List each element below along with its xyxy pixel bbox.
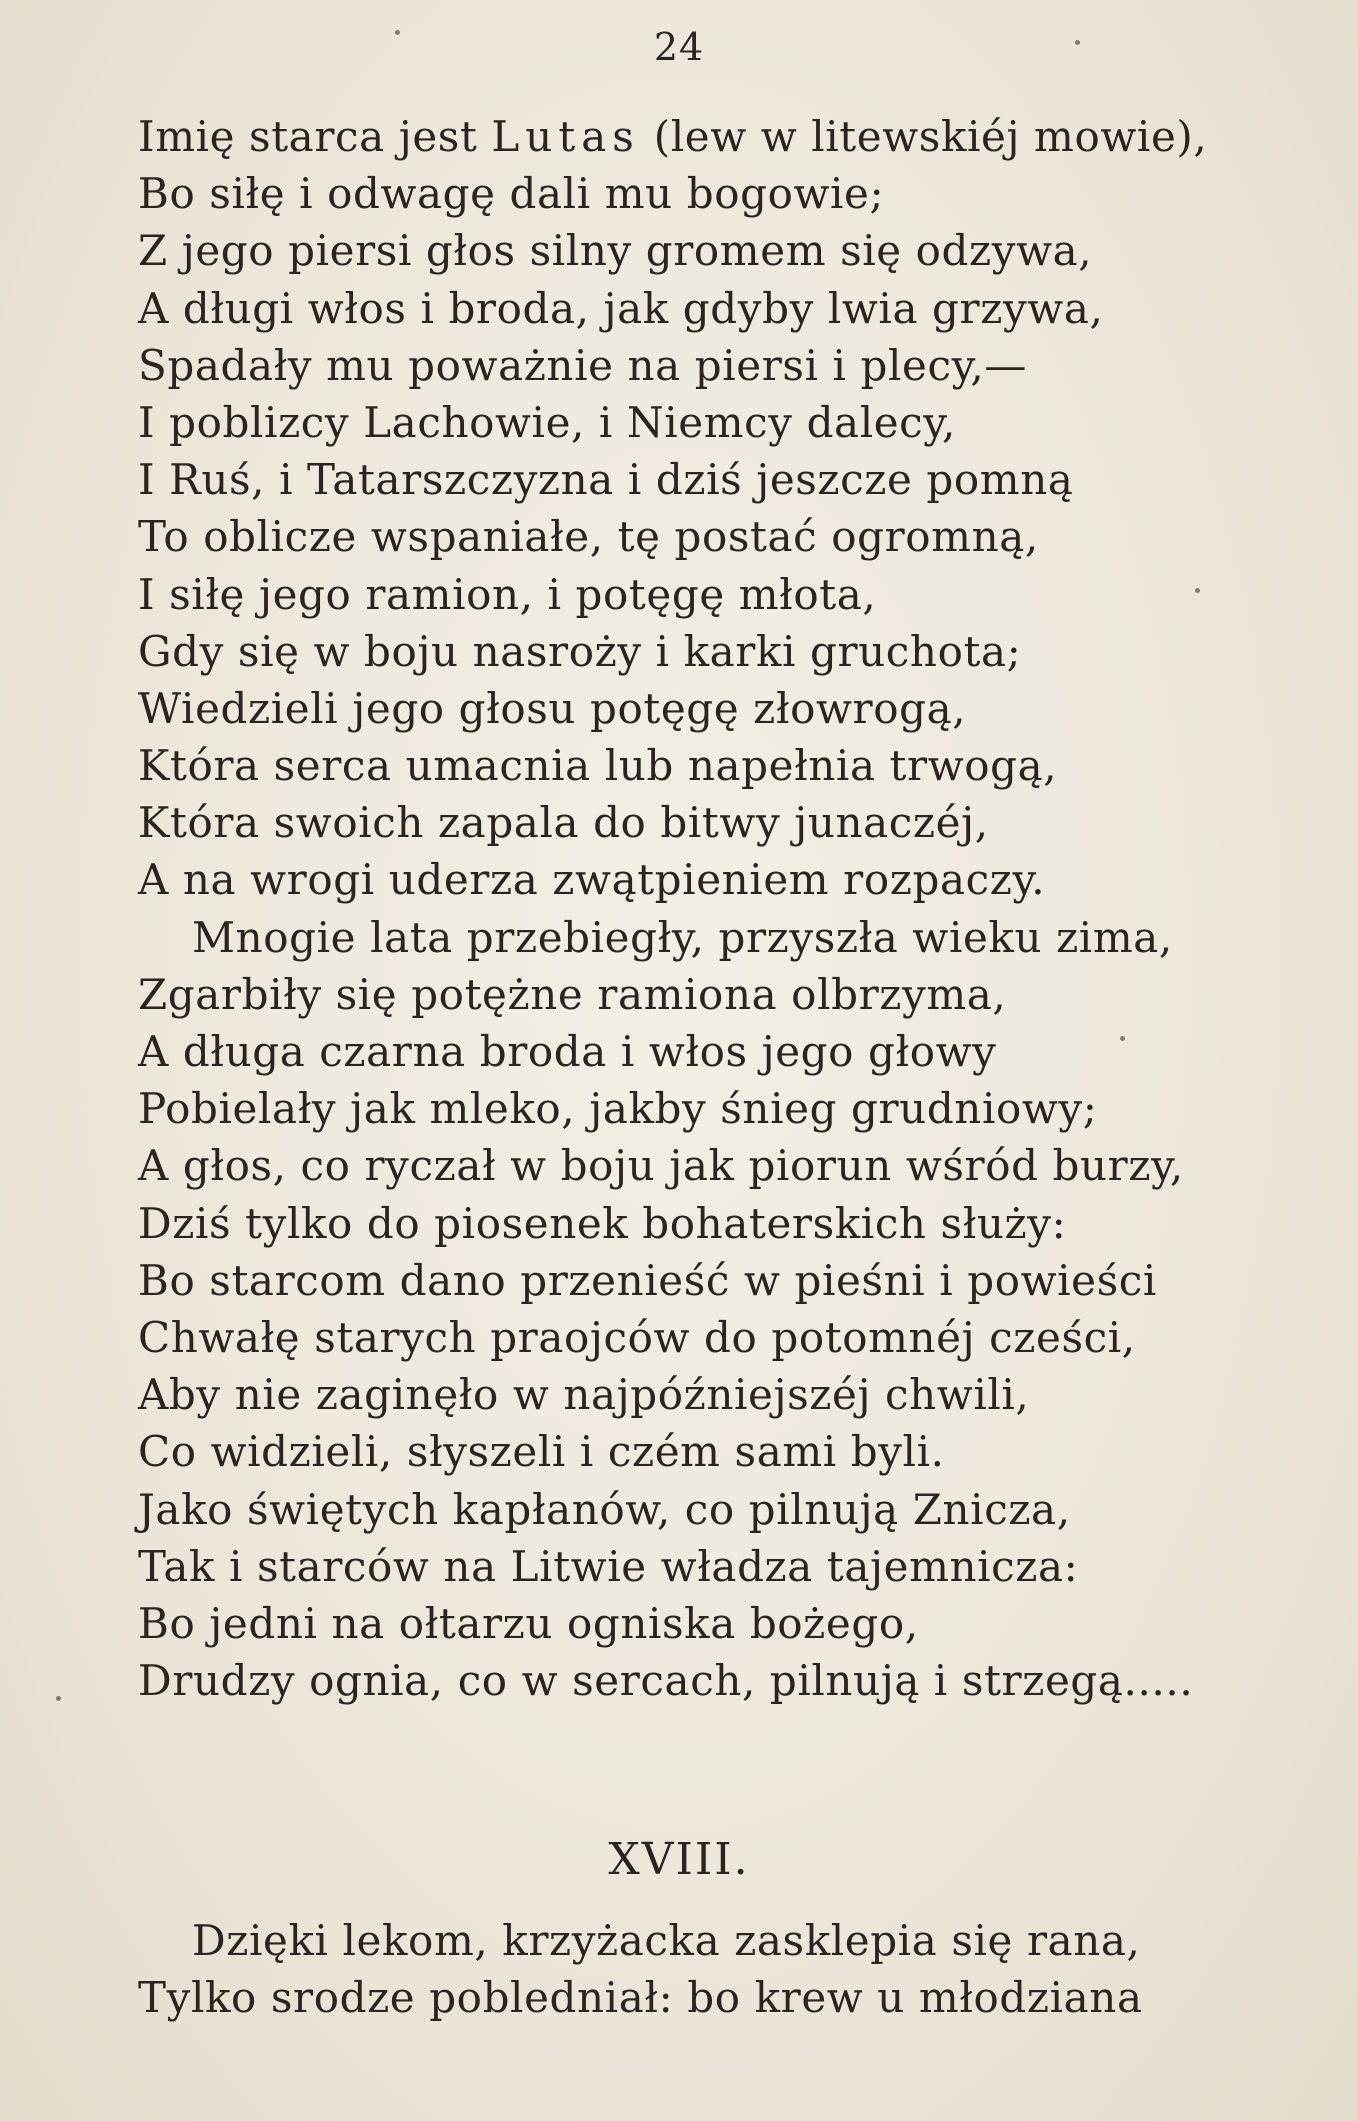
verse-line: To oblicze wspaniałe, tę postać ogromną, xyxy=(138,512,1039,562)
verse-line: Gdy się w boju nasroży i karki gruchota; xyxy=(138,626,1022,676)
verse-line: Która swoich zapala do bitwy junaczéj, xyxy=(138,798,989,848)
verse-line: I Ruś, i Tatarszczyzna i dziś jeszcze pomną xyxy=(138,455,1074,505)
verse-line: I poblizcy Lachowie, i Niemcy dalecy, xyxy=(138,397,957,447)
verse-line-text: (lew w litewskiéj mowie), xyxy=(639,112,1208,161)
verse-line: Wiedzieli jego głosu potęgę złowrogą, xyxy=(138,683,967,733)
verse-line xyxy=(138,108,1338,165)
verse-line: Bo siłę i odwagę dali mu bogowie; xyxy=(138,169,885,219)
section-heading: XVIII. xyxy=(608,1834,750,1885)
verse-line: A na wrogi uderza zwątpieniem rozpaczy. xyxy=(138,855,1046,905)
verse-line: Spadały mu poważnie na piersi i plecy,— xyxy=(138,340,1027,390)
verse-line: Drudzy ognia, co w sercach, pilnują i strzegą..... xyxy=(138,1656,1194,1706)
paper-speck xyxy=(56,1696,61,1701)
verse-line: A długi włos i broda, jak gdyby lwia grzywa, xyxy=(138,283,1104,333)
paper-speck xyxy=(1195,588,1200,593)
verse-line: Bo jedni na ołtarzu ogniska bożego, xyxy=(138,1598,919,1648)
name-lutas: Lutas xyxy=(491,112,640,161)
paper-speck xyxy=(1120,1036,1125,1041)
verse-line: A głos, co ryczał w boju jak piorun wśród burzy, xyxy=(138,1141,1184,1191)
verse-line: Dziś tylko do piosenek bohaterskich służy: xyxy=(138,1198,1067,1248)
paper-speck xyxy=(1075,40,1080,45)
verse-line: Zgarbiły się potężne ramiona olbrzyma, xyxy=(138,969,1007,1019)
verse-line: Dzięki lekom, krzyżacka zasklepia się rana, xyxy=(192,1916,1141,1965)
verse-line: Mnogie lata przebiegły, przyszła wieku zima, xyxy=(192,912,1173,962)
verse-line: Jako świętych kapłanów, co pilnują Znicza, xyxy=(138,1484,1071,1534)
verse-line: Z jego piersi głos silny gromem się odzywa, xyxy=(138,226,1093,276)
verse-line: Aby nie zaginęło w najpóźniejszéj chwili, xyxy=(138,1370,1030,1420)
verse-line: Bo starcom dano przenieść w pieśni i powieści xyxy=(138,1255,1157,1305)
verse-line: Która serca umacnia lub napełnia trwogą, xyxy=(138,741,1058,791)
verse-line: Chwałę starych praojców do potomnéj cześci, xyxy=(138,1312,1136,1362)
verse-line: I siłę jego ramion, i potęgę młota, xyxy=(138,569,877,619)
page-number: 24 xyxy=(653,25,705,69)
verse-line-text: Imię starca jest xyxy=(138,112,492,161)
verse-line: Pobielały jak mleko, jakby śnieg grudniowy; xyxy=(138,1084,1098,1134)
paper-speck xyxy=(395,30,400,35)
verse-line: Tak i starców na Litwie władza tajemnicza: xyxy=(138,1541,1079,1591)
poem-stanza xyxy=(138,108,1338,1709)
verse-line: Tylko srodze pobledniał: bo krew u młodziana xyxy=(138,1973,1143,2023)
verse-line: A długa czarna broda i włos jego głowy xyxy=(138,1027,997,1076)
verse-line: Co widzieli, słyszeli i czém sami byli. xyxy=(138,1427,945,1477)
poem-stanza-next xyxy=(138,1912,1338,2026)
